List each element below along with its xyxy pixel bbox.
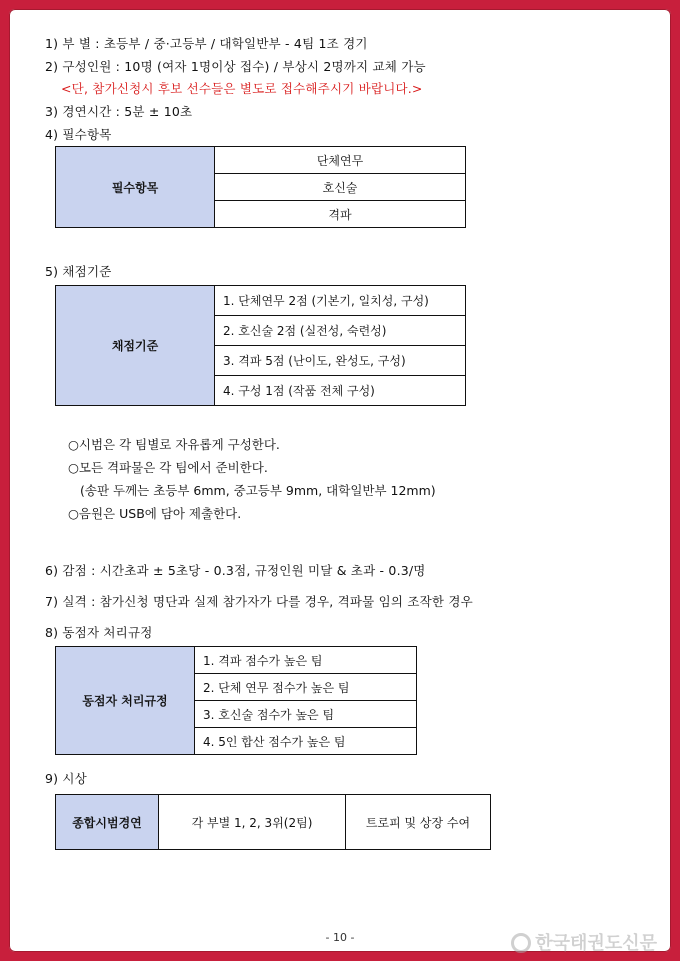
rule-team-size: 2) 구성인원 : 10명 (여자 1명이상 접수) / 부상시 2명까지 교체 가능 — [45, 59, 426, 74]
note-item: ○모든 격파물은 각 팀에서 준비한다. — [68, 460, 268, 475]
scoring-item: 2. 호신술 2점 (실전성, 숙련성) — [215, 316, 466, 346]
tiebreak-item: 4. 5인 합산 점수가 높은 팀 — [195, 728, 417, 755]
scoring-item: 3. 격파 5점 (난이도, 완성도, 구성) — [215, 346, 466, 376]
award-table — [55, 794, 491, 850]
tiebreak-item: 1. 격파 점수가 높은 팀 — [195, 647, 417, 674]
scoring-item: 1. 단체연무 2점 (기본기, 일치성, 구성) — [215, 286, 466, 316]
section-scoring-heading: 5) 채점기준 — [45, 264, 112, 279]
rule-divisions: 1) 부 별 : 초등부 / 중·고등부 / 대학일반부 - 4팀 1조 경기 — [45, 36, 368, 51]
rule-penalty: 6) 감점 : 시간초과 ± 5초당 - 0.3점, 규정인원 미달 & 초과 - 0.3/명 — [45, 563, 426, 578]
required-items-table — [55, 146, 466, 228]
note-item: ○시범은 각 팀별로 자유롭게 구성한다. — [68, 437, 280, 452]
required-item: 호신술 — [215, 174, 466, 201]
scoring-label: 채점기준 — [56, 286, 215, 406]
tiebreak-label: 동점자 처리규정 — [56, 647, 195, 755]
page-number: - 10 - — [325, 931, 355, 944]
scoring-table — [55, 285, 466, 406]
rule-team-size-note: <단, 참가신청시 후보 선수들은 별도로 접수해주시기 바랍니다.> — [61, 81, 423, 96]
scoring-item: 4. 구성 1점 (작품 전체 구성) — [215, 376, 466, 406]
tiebreak-item: 2. 단체 연무 점수가 높은 팀 — [195, 674, 417, 701]
award-label: 종합시범경연 — [56, 795, 159, 850]
award-prize: 트로피 및 상장 수여 — [346, 795, 491, 850]
required-item: 단체연무 — [215, 147, 466, 174]
rule-disqualification: 7) 실격 : 참가신청 명단과 실제 참가자가 다를 경우, 격파물 임의 조작한 경우 — [45, 594, 473, 609]
required-items-label: 필수항목 — [56, 147, 215, 228]
award-rank: 각 부별 1, 2, 3위(2팀) — [159, 795, 346, 850]
section-award-heading: 9) 시상 — [45, 771, 87, 786]
document-page — [9, 9, 671, 952]
note-item: (송판 두께는 초등부 6mm, 중고등부 9mm, 대학일반부 12mm) — [80, 483, 436, 498]
rule-duration: 3) 경연시간 : 5분 ± 10초 — [45, 104, 193, 119]
section-tiebreak-heading: 8) 동점자 처리규정 — [45, 625, 153, 640]
note-item: ○음원은 USB에 담아 제출한다. — [68, 506, 242, 521]
required-item: 격파 — [215, 201, 466, 228]
watermark — [511, 929, 657, 955]
section-required-heading: 4) 필수항목 — [45, 127, 112, 142]
watermark-text: 한국태권도신문 — [535, 933, 657, 954]
tiebreak-item: 3. 호신술 점수가 높은 팀 — [195, 701, 417, 728]
tiebreak-table — [55, 646, 417, 755]
watermark-logo-icon — [511, 933, 531, 953]
